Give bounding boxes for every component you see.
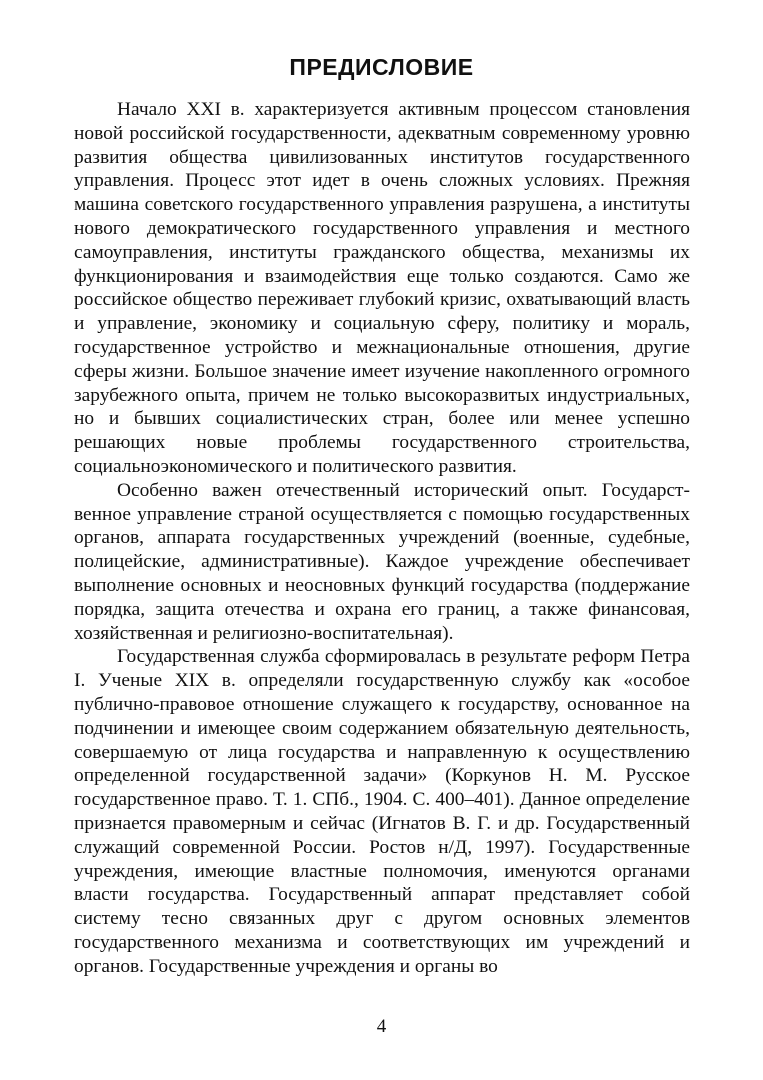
paragraph: Начало XXI в. характеризуется активным процессом становления новой российской государственности, адекватным современному уровню развития общества цивилизованных институтов государственного управления. Процесс этот идет в очень сложных условиях. Прежняя машина советского государственного управления разрушена, а институты нового демократического государственного управления и местного самоуправления, институты гражданского общества, механизмы их функционирования и взаимодействия еще только создаются. Само же российское общество переживает глубокий кризис, охватывающий власть и управление, экономику и социальную сферу, политику и мораль, государственное устройство и межнациональные отношения, другие сферы жизни. Большое значение имеет изучение накопленного огромного зарубежного опыта, причем не только высокоразвитых индустриальных, но и бывших социалистических стран, более или менее успешно решающих новые проблемы государственного строительства, социальноэкономического и политического развития. [74,99,690,477]
paragraph: Особенно важен отечественный исторический опыт. Государственное управление страной осуществляется с помощью государственных органов, аппарата государственных учреждений (военные, судебные, полицейские, административные). Каждое учреждение обеспечивает выполнение основных и неосновных функций государства (поддержание порядка, защита отечества и охрана его границ, а также финансовая, хозяйственная и религиозно-воспитательная). [74,479,690,644]
page-number: 4 [376,1016,387,1037]
paragraph: Государственная служба сформировалась в результате реформ Петра I. Ученые XIX в. определяли государственную службу как «особое публично-правовое отношение служащего к государству, основанное на подчинении и имеющее своим содержанием обязательную деятельность, совершаемую от лица государства и направленную к осуществлению определенной государственной задачи» (Коркунов Н. М. Русское государственное право. Т. 1. СПб., 1904. С. 400–401). Данное определение признается правомерным и сейчас (Игнатов В. Г. и др. Государственный служащий современной России. Ростов н/Д, 1997). Государственные учреждения, имеющие властные полномочия, именуются органами власти государства. Государственный аппарат представляет собой систему тесно связанных друг с другом основных элементов государственного механизма и соответствующих им учреждений и органов. Государственные учреждения и органы во [74,646,690,977]
body-text [74,98,690,978]
page-title: ПРЕДИСЛОВИЕ [289,54,474,80]
